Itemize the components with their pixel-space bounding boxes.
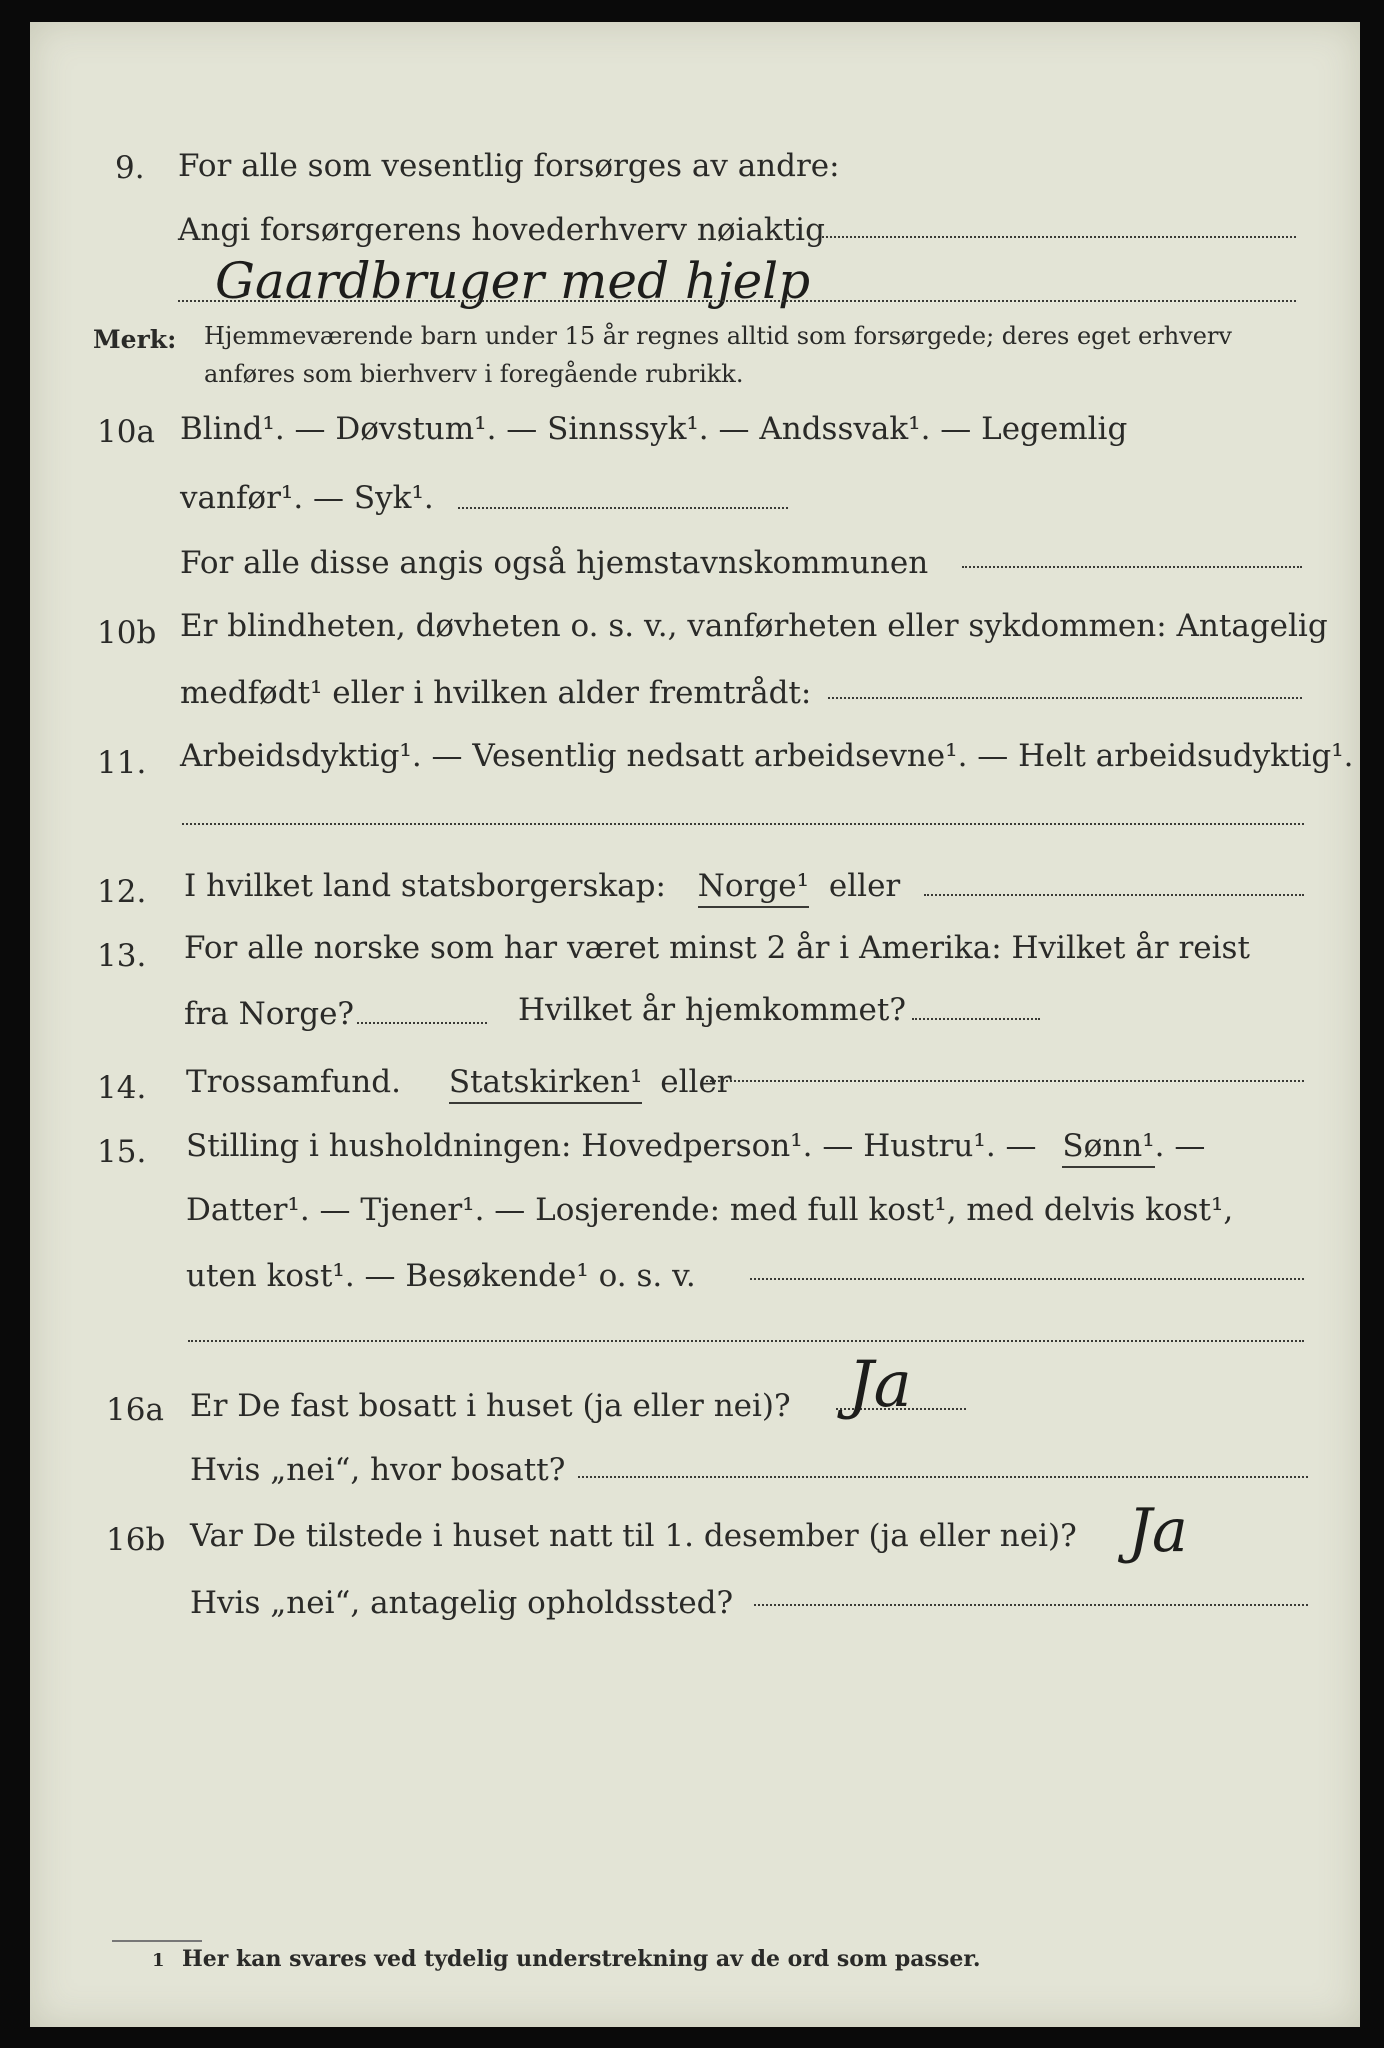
question-number: 10b bbox=[97, 615, 157, 651]
answer-line bbox=[750, 1278, 1304, 1280]
question-text-pre: Stilling i husholdningen: Hovedperson¹. — Hustru¹. — bbox=[186, 1128, 1037, 1164]
underlined-choice: Norge¹ bbox=[698, 868, 809, 908]
question-number: 10a bbox=[97, 414, 155, 450]
question-number: 9. bbox=[115, 150, 145, 186]
question-text: For alle norske som har været minst 2 år i Amerika: Hvilket år reist bbox=[184, 930, 1250, 966]
answer-line bbox=[754, 1604, 1308, 1606]
question-text: uten kost¹. — Besøkende¹ o. s. v. bbox=[186, 1258, 696, 1294]
footnote-text: Her kan svares ved tydelig understrekning av de ord som passer. bbox=[182, 1946, 981, 1972]
answer-line bbox=[828, 697, 1302, 699]
underlined-choice: Statskirken¹ bbox=[449, 1064, 643, 1104]
question-number: 16a bbox=[106, 1392, 164, 1428]
question-text-post: . — bbox=[1154, 1128, 1206, 1164]
question-text bbox=[186, 1064, 732, 1100]
question-text: Arbeidsdyktig¹. — Vesentlig nedsatt arbeidsevne¹. — Helt arbeidsudyktig¹. bbox=[180, 738, 1354, 774]
question-number: 11. bbox=[97, 745, 147, 781]
question-text: Var De tilstede i huset natt til 1. desember (ja eller nei)? bbox=[190, 1518, 1077, 1554]
question-number: 14. bbox=[97, 1070, 147, 1106]
question-text-pre: I hvilket land statsborgerskap: bbox=[184, 868, 666, 904]
answer-line bbox=[188, 1340, 1304, 1342]
answer-line bbox=[182, 823, 1304, 825]
handwritten-answer: Ja bbox=[848, 1348, 912, 1422]
question-text: Blind¹. — Døvstum¹. — Sinnssyk¹. — Andssvak¹. — Legemlig bbox=[180, 411, 1128, 447]
question-text: Hvilket år hjemkommet? bbox=[518, 992, 906, 1028]
question-text: medfødt¹ eller i hvilken alder fremtrådt: bbox=[180, 675, 812, 711]
answer-line bbox=[962, 566, 1302, 568]
footnote-mark: 1 bbox=[152, 1950, 165, 1971]
answer-line bbox=[178, 300, 1296, 302]
question-number: 13. bbox=[97, 938, 147, 974]
answer-line bbox=[458, 507, 788, 509]
question-text-post: eller bbox=[828, 868, 901, 904]
question-text: Er De fast bosatt i huset (ja eller nei)? bbox=[190, 1388, 791, 1424]
answer-line bbox=[578, 1476, 1308, 1478]
question-text: Hvis „nei“, hvor bosatt? bbox=[190, 1452, 566, 1488]
note-label: Merk: bbox=[93, 325, 177, 354]
question-text: For alle disse angis også hjemstavnskommunen bbox=[180, 545, 929, 581]
answer-line bbox=[912, 1018, 1040, 1020]
underlined-choice: Sønn¹ bbox=[1062, 1128, 1154, 1168]
answer-line bbox=[357, 1022, 487, 1024]
question-text-post: eller bbox=[660, 1064, 732, 1100]
question-text: fra Norge? bbox=[184, 996, 355, 1032]
answer-line bbox=[706, 1080, 1304, 1082]
handwritten-answer: Gaardbruger med hjelp bbox=[215, 252, 811, 310]
footnote-rule bbox=[112, 1940, 202, 1942]
question-number: 16b bbox=[106, 1522, 166, 1558]
note-text: anføres som bierhverv i foregående rubrikk. bbox=[204, 360, 744, 388]
question-text bbox=[186, 1128, 1205, 1164]
question-text: vanfør¹. — Syk¹. bbox=[180, 480, 434, 516]
question-text: Hvis „nei“, antagelig opholdssted? bbox=[190, 1585, 734, 1621]
question-number: 15. bbox=[97, 1134, 147, 1170]
question-text: Angi forsørgerens hovederhverv nøiaktig bbox=[178, 212, 825, 248]
question-text: Datter¹. — Tjener¹. — Losjerende: med full kost¹, med delvis kost¹, bbox=[186, 1192, 1234, 1228]
answer-line bbox=[822, 236, 1296, 238]
note-text: Hjemmeværende barn under 15 år regnes alltid som forsørgede; deres eget erhverv bbox=[204, 322, 1232, 350]
question-text bbox=[184, 868, 900, 904]
handwritten-answer: Ja bbox=[1128, 1496, 1188, 1566]
answer-line bbox=[924, 894, 1304, 896]
question-number: 12. bbox=[97, 874, 147, 910]
question-text: For alle som vesentlig forsørges av andre: bbox=[178, 148, 840, 184]
question-text-pre: Trossamfund. bbox=[186, 1064, 401, 1100]
question-text: Er blindheten, døvheten o. s. v., vanførheten eller sykdommen: Antagelig bbox=[180, 608, 1328, 644]
